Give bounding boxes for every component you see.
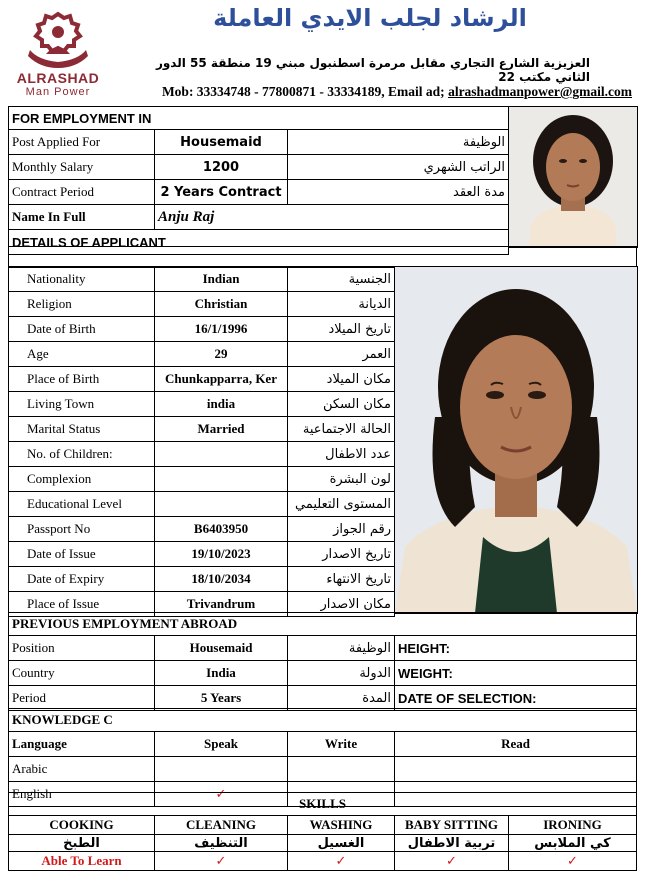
detail-label: Living Town <box>9 392 155 417</box>
logo-emblem-icon <box>8 10 108 70</box>
previous-value: 5 Years <box>155 686 288 711</box>
previous-right-field: HEIGHT: <box>395 636 637 661</box>
skill-value: ✓ <box>395 852 509 871</box>
employment-header: FOR EMPLOYMENT IN <box>9 107 509 130</box>
detail-ar: الجنسية <box>288 267 395 292</box>
salary-ar: الراتب الشهري <box>288 155 509 180</box>
details-row <box>9 567 395 592</box>
detail-ar: تاريخ الميلاد <box>288 317 395 342</box>
detail-value: Indian <box>155 267 288 292</box>
detail-label: Nationality <box>9 267 155 292</box>
contact-email[interactable]: alrashadmanpower@gmail.com <box>448 84 632 99</box>
skill-name: CLEANING <box>155 816 288 835</box>
details-row <box>9 267 395 292</box>
previous-value: India <box>155 661 288 686</box>
details-header: DETAILS OF APPLICANT <box>9 230 509 255</box>
skill-name-ar: التنظيف <box>155 835 288 852</box>
skill-name: COOKING <box>9 816 155 835</box>
language-speak: ✓ <box>155 782 288 807</box>
detail-value: india <box>155 392 288 417</box>
skill-name-ar: كي الملابس <box>509 835 637 852</box>
language-speak <box>155 757 288 782</box>
contract-label: Contract Period <box>9 180 155 205</box>
detail-ar: مكان الاصدار <box>288 592 395 617</box>
detail-label: Passport No <box>9 517 155 542</box>
skill-name: WASHING <box>288 816 395 835</box>
detail-value: 18/10/2034 <box>155 567 288 592</box>
language-name: English <box>9 782 155 807</box>
previous-ar: المدة <box>288 686 395 711</box>
applicant-photo-large <box>394 266 638 614</box>
details-row <box>9 292 395 317</box>
employment-table <box>8 106 509 255</box>
detail-label: Date of Expiry <box>9 567 155 592</box>
detail-ar: الحالة الاجتماعية <box>288 417 395 442</box>
previous-row <box>9 636 637 661</box>
detail-ar: عدد الاطفال <box>288 442 395 467</box>
detail-ar: المستوى التعليمي <box>288 492 395 517</box>
detail-value <box>155 492 288 517</box>
detail-value: 19/10/2023 <box>155 542 288 567</box>
details-row <box>9 542 395 567</box>
detail-value: Christian <box>155 292 288 317</box>
detail-value: Trivandrum <box>155 592 288 617</box>
lang-col-speak: Speak <box>155 732 288 757</box>
details-row <box>9 467 395 492</box>
details-row <box>9 442 395 467</box>
previous-label: Position <box>9 636 155 661</box>
previous-header: PREVIOUS EMPLOYMENT ABROAD <box>9 613 637 636</box>
previous-label: Period <box>9 686 155 711</box>
language-read <box>395 757 637 782</box>
skill-name: IRONING <box>509 816 637 835</box>
details-table <box>8 246 637 268</box>
details-row <box>9 392 395 417</box>
post-label: Post Applied For <box>9 130 155 155</box>
language-name: Arabic <box>9 757 155 782</box>
previous-row <box>9 661 637 686</box>
detail-value <box>155 467 288 492</box>
detail-label: Complexion <box>9 467 155 492</box>
detail-value: Married <box>155 417 288 442</box>
previous-ar: الدولة <box>288 661 395 686</box>
company-title: الرشاد لجلب الايدي العاملة <box>213 4 527 32</box>
name-label: Name In Full <box>9 205 155 230</box>
knowledge-header: KNOWLEDGE C <box>9 709 637 732</box>
details-row <box>9 342 395 367</box>
company-contact <box>118 84 632 100</box>
detail-value: B6403950 <box>155 517 288 542</box>
language-write <box>288 757 395 782</box>
detail-value: 29 <box>155 342 288 367</box>
detail-label: Marital Status <box>9 417 155 442</box>
logo-sub-text: Man Power <box>25 86 91 98</box>
skills-header: SKILLS <box>9 793 637 816</box>
applicant-photo-small <box>508 106 638 248</box>
contact-numbers: Mob: 33334748 - 77800871 - 33334189, Email ad; <box>161 84 449 99</box>
previous-right-field: WEIGHT: <box>395 661 637 686</box>
name-value: Anju Raj <box>155 205 509 230</box>
detail-ar: تاريخ الانتهاء <box>288 567 395 592</box>
skill-value: ✓ <box>509 852 637 871</box>
skill-name: BABY SITTING <box>395 816 509 835</box>
previous-employment-table <box>8 612 637 711</box>
company-address: العزيزية الشارع التجاري مقابل مرمرة اسطنبول مبني 19 منطقة 55 الدور الثاني مكتب 22 <box>155 56 590 84</box>
detail-ar: مكان الميلاد <box>288 367 395 392</box>
previous-value: Housemaid <box>155 636 288 661</box>
contract-ar: مدة العقد <box>288 180 509 205</box>
detail-ar: تاريخ الاصدار <box>288 542 395 567</box>
skill-name-ar: تربية الاطفال <box>395 835 509 852</box>
detail-label: Religion <box>9 292 155 317</box>
details-row <box>9 317 395 342</box>
detail-ar: مكان السكن <box>288 392 395 417</box>
details-row <box>9 417 395 442</box>
salary-value: 1200 <box>155 155 288 180</box>
skill-name-ar: الغسيل <box>288 835 395 852</box>
skill-value: ✓ <box>155 852 288 871</box>
lang-col-read: Read <box>395 732 637 757</box>
detail-label: Age <box>9 342 155 367</box>
company-logo <box>8 10 108 98</box>
skills-table <box>8 792 637 871</box>
previous-row <box>9 686 637 711</box>
language-row <box>9 757 637 782</box>
detail-ar: العمر <box>288 342 395 367</box>
detail-label: No. of Children: <box>9 442 155 467</box>
detail-ar: لون البشرة <box>288 467 395 492</box>
logo-brand-text: ALRASHAD <box>16 70 100 86</box>
post-value: Housemaid <box>155 130 288 155</box>
detail-label: Place of Issue <box>9 592 155 617</box>
detail-value <box>155 442 288 467</box>
lang-col-write: Write <box>288 732 395 757</box>
detail-label: Date of Issue <box>9 542 155 567</box>
post-ar: الوظيفة <box>288 130 509 155</box>
skill-value: Able To Learn <box>9 852 155 871</box>
lang-col-language: Language <box>9 732 155 757</box>
details-row <box>9 367 395 392</box>
detail-ar: رقم الجواز <box>288 517 395 542</box>
previous-label: Country <box>9 661 155 686</box>
details-row <box>9 492 395 517</box>
blank-row <box>9 247 637 268</box>
detail-label: Place of Birth <box>9 367 155 392</box>
salary-label: Monthly Salary <box>9 155 155 180</box>
detail-value: 16/1/1996 <box>155 317 288 342</box>
applicant-details <box>8 266 395 617</box>
skill-value: ✓ <box>288 852 395 871</box>
previous-ar: الوظيفة <box>288 636 395 661</box>
detail-ar: الديانة <box>288 292 395 317</box>
detail-value: Chunkapparra, Ker <box>155 367 288 392</box>
skill-name-ar: الطبخ <box>9 835 155 852</box>
detail-label: Date of Birth <box>9 317 155 342</box>
previous-right-field: DATE OF SELECTION: <box>395 686 637 711</box>
detail-label: Educational Level <box>9 492 155 517</box>
details-row <box>9 517 395 542</box>
contract-value: 2 Years Contract <box>155 180 288 205</box>
